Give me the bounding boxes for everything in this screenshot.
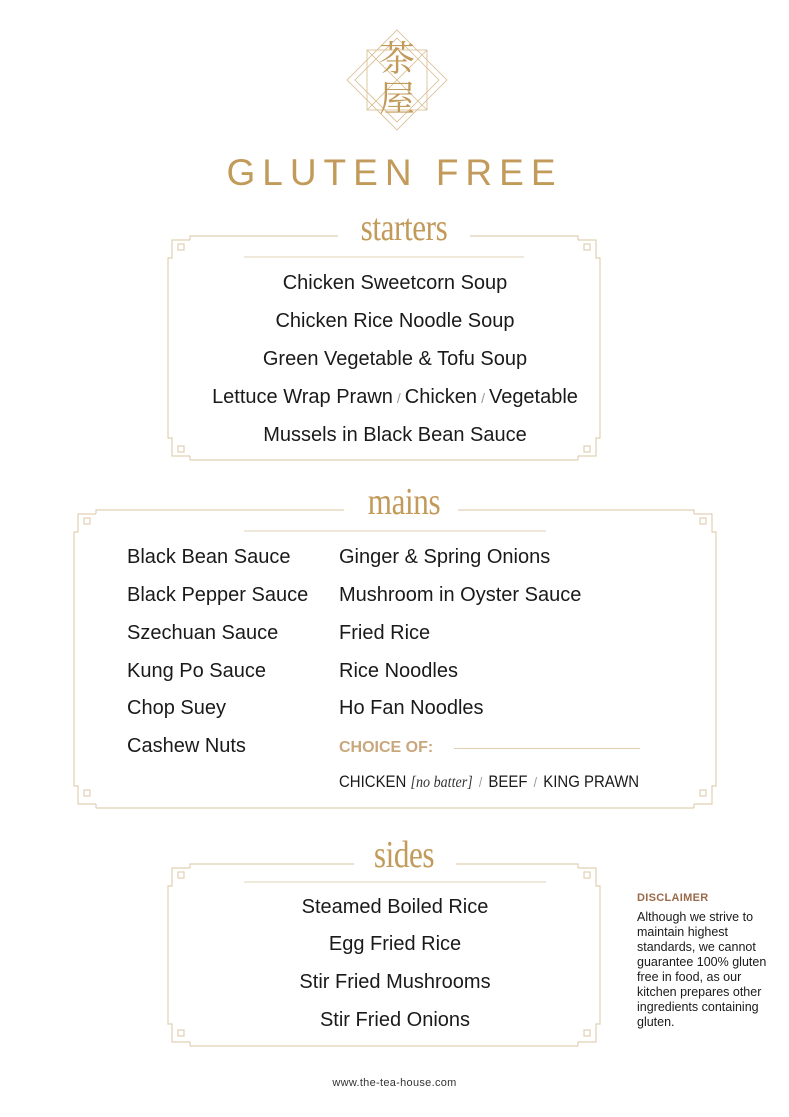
choice-options — [339, 772, 639, 792]
list-item: Black Pepper Sauce — [127, 584, 309, 606]
tea-house-logo-icon — [345, 28, 449, 132]
list-item: Chicken Rice Noodle Soup — [275, 310, 515, 332]
list-item: Cashew Nuts — [127, 735, 246, 757]
mains-heading: mains — [367, 481, 441, 523]
page-title: GLUTEN FREE — [226, 152, 563, 193]
list-item: Fried Rice — [339, 622, 431, 644]
list-item: Mussels in Black Bean Sauce — [263, 424, 527, 446]
list-item: Egg Fried Rice — [328, 933, 462, 955]
list-item: Kung Po Sauce — [127, 660, 266, 682]
list-item: Ho Fan Noodles — [339, 697, 484, 719]
list-item: Chicken Sweetcorn Soup — [282, 272, 508, 294]
list-item: Stir Fried Onions — [319, 1009, 471, 1031]
lettuce-wrap-opt2: Vegetable — [488, 386, 578, 408]
separator: / — [478, 774, 483, 790]
separator: / — [533, 774, 538, 790]
footer-website[interactable]: www.the-tea-house.com — [332, 1077, 457, 1089]
list-item — [168, 386, 622, 409]
choice-prawn: KING PRAWN — [543, 772, 640, 791]
list-item: Mushroom in Oyster Sauce — [339, 584, 582, 606]
list-item: Szechuan Sauce — [127, 622, 279, 644]
disclaimer-heading: DISCLAIMER — [637, 892, 709, 904]
sides-heading: sides — [373, 834, 435, 876]
lettuce-wrap-main: Lettuce Wrap Prawn — [212, 386, 393, 408]
disclaimer-text: Although we strive to maintain highest standards, we cannot guarantee 100% gluten free in food, as our kitchen prepares other ingredients containing gluten. — [637, 910, 767, 1029]
choice-divider — [454, 748, 640, 749]
choice-beef: BEEF — [488, 772, 528, 791]
list-item: Ginger & Spring Onions — [339, 546, 551, 568]
list-item: Chop Suey — [127, 697, 226, 719]
list-item: Black Bean Sauce — [127, 546, 291, 568]
list-item: Stir Fried Mushrooms — [299, 971, 491, 993]
list-item: Green Vegetable & Tofu Soup — [262, 348, 528, 370]
separator: / — [396, 390, 401, 406]
starters-heading: starters — [360, 207, 448, 249]
logo-glyph-top: 茶 — [378, 39, 415, 80]
lettuce-wrap-opt1: Chicken — [404, 386, 478, 408]
logo-glyph-bottom: 屋 — [378, 79, 415, 120]
list-item: Steamed Boiled Rice — [301, 896, 489, 918]
choice-chicken: CHICKEN — [339, 772, 407, 791]
choice-chicken-note: [no batter] — [410, 774, 473, 791]
list-item: Rice Noodles — [339, 660, 458, 682]
choice-label: CHOICE OF: — [339, 739, 434, 756]
separator: / — [481, 390, 485, 406]
